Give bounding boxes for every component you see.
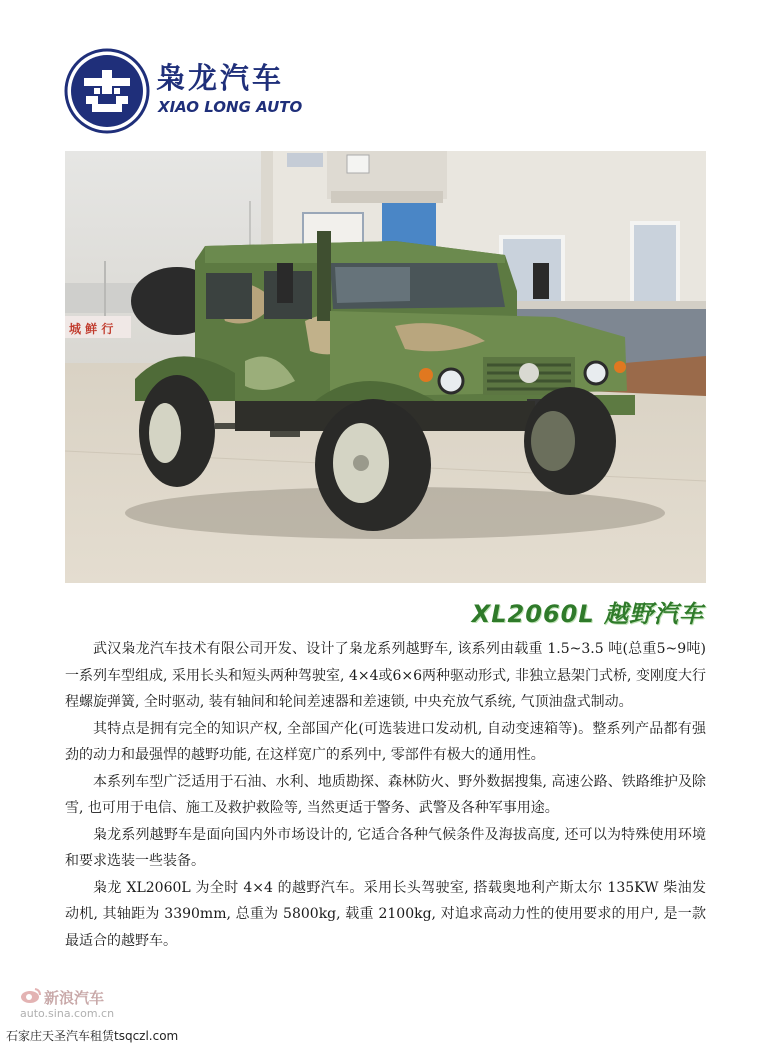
brand-name-en: XIAO LONG AUTO: [158, 98, 303, 116]
sina-name: 新浪汽车: [44, 989, 105, 1007]
sina-eye-icon: [20, 987, 42, 1005]
article-body: [65, 636, 706, 954]
footer-text: 石家庄天圣汽车租赁tsqczl.com: [6, 1029, 179, 1043]
wall-sign-text: 城 鲜 行: [69, 322, 114, 336]
sina-url: auto.sina.com.cn: [20, 1007, 115, 1020]
sina-watermark: [18, 987, 138, 1023]
brand-name-cn: 枭龙汽车: [156, 61, 285, 95]
vehicle-photo: [65, 151, 706, 583]
article-paragraph: 其特点是拥有完全的知识产权, 全部国产化(可选装进口发动机, 自动变速箱等)。整系列产品都有强劲的动力和最强悍的越野功能, 在这样宽广的系列中, 零部件有极大的通用性。: [65, 720, 706, 763]
xiaolong-emblem-icon: [64, 48, 150, 134]
article-paragraph: 武汉枭龙汽车技术有限公司开发、设计了枭龙系列越野车, 该系列由载重 1.5~3.5 吨(总重5~9吨)一系列车型组成, 采用长头和短头两种驾驶室, 4×4或6×6两种驱动形式, 非独立悬架门式桥, 变刚度大行程螺旋弹簧, 全时驱动, 装有轴间和轮间差速器和差速锁, 中央充放气系统, 气顶油盘式制动。: [65, 641, 706, 710]
article-paragraph: 枭龙系列越野车是面向国内外市场设计的, 它适合各种气候条件及海拔高度, 还可以为特殊使用环境和要求选装一些装备。: [65, 826, 706, 869]
article-paragraph: 本系列车型广泛适用于石油、水利、地质勘探、森林防火、野外数据搜集, 高速公路、铁路维护及除雪, 也可用于电信、施工及救护救险等, 当然更适于警务、武警及各种军事用途。: [65, 773, 706, 816]
article-paragraph: 枭龙 XL2060L 为全时 4×4 的越野汽车。采用长头驾驶室, 搭载奥地利产斯太尔 135KW 柴油发动机, 其轴距为 3390mm, 总重为 5800kg, 载重 2100kg, 对追求高动力性的使用要求的用户, 是一款最适合的越野车。: [65, 879, 706, 949]
article-title: XL2060L 越野汽车: [471, 600, 704, 628]
brand-logo: [64, 48, 324, 134]
